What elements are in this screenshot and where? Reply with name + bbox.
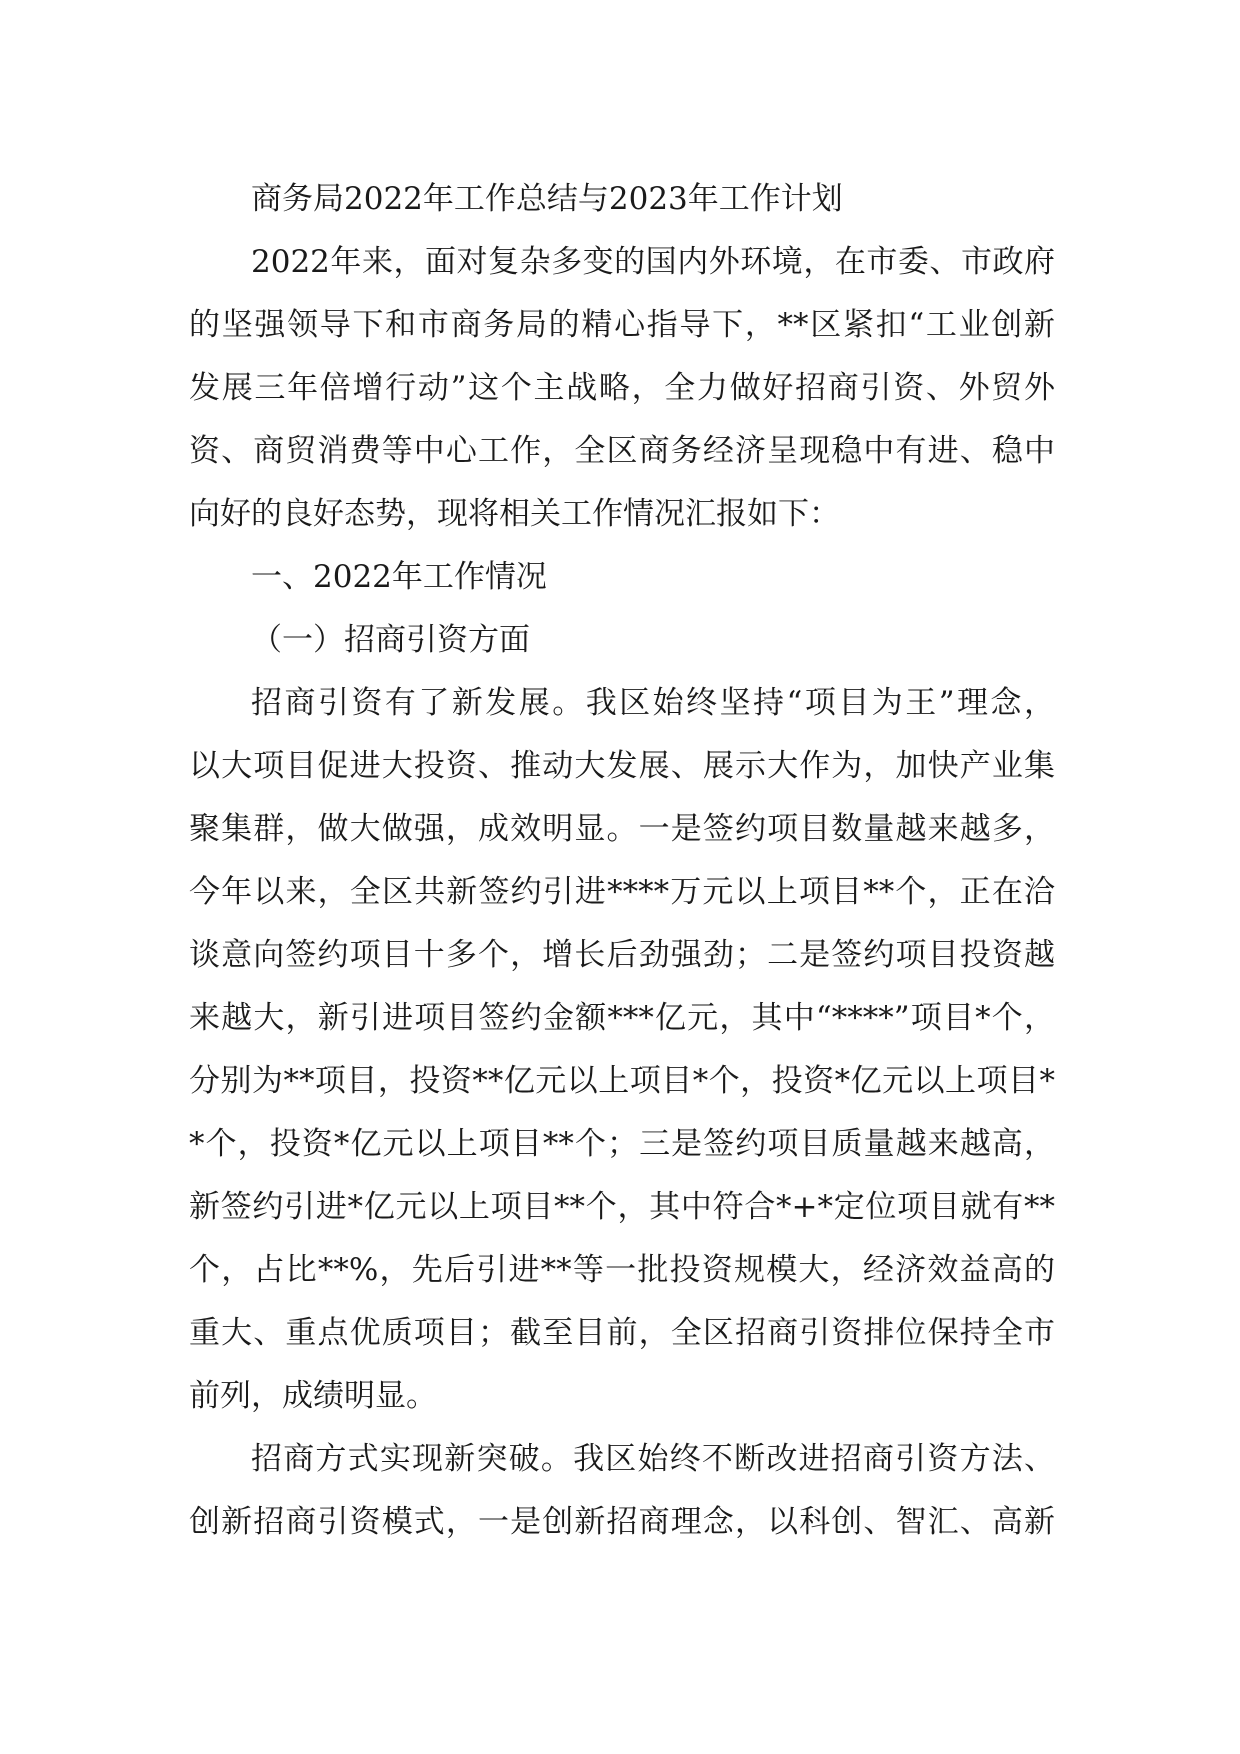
- paragraph-line: 前列，成绩明显。: [189, 1378, 437, 1414]
- paragraph-investment: [189, 672, 1055, 1428]
- document-body: [189, 168, 1055, 1554]
- paragraph-line: 个，占比**%，先后引进**等一批投资规模大，经济效益高的: [189, 1252, 1055, 1288]
- paragraph-line: 的坚强领导下和市商务局的精心指导下，**区紧扣“工业创新: [189, 307, 1055, 343]
- paragraph-line: 资、商贸消费等中心工作，全区商务经济呈现稳中有进、稳中: [189, 433, 1055, 469]
- paragraph-line: 向好的良好态势，现将相关工作情况汇报如下：: [189, 496, 840, 532]
- section-heading: 一、2022年工作情况: [251, 559, 547, 595]
- paragraph-line: 创新招商引资模式，一是创新招商理念，以科创、智汇、高新: [189, 1504, 1055, 1540]
- paragraph-intro: [189, 231, 1055, 546]
- subsection-heading: （一）招商引资方面: [251, 622, 530, 658]
- paragraph-line: 来越大，新引进项目签约金额***亿元，其中“****”项目*个，: [189, 1000, 1055, 1036]
- paragraph-line: 招商引资有了新发展。我区始终坚持“项目为王”理念，: [251, 685, 1055, 721]
- paragraph-line: 发展三年倍增行动”这个主战略，全力做好招商引资、外贸外: [189, 370, 1055, 406]
- paragraph-line: 新签约引进*亿元以上项目**个，其中符合*+*定位项目就有**: [189, 1189, 1055, 1225]
- paragraph-line: 2022年来，面对复杂多变的国内外环境，在市委、市政府: [251, 244, 1055, 280]
- paragraph-line: 聚集群，做大做强，成效明显。一是签约项目数量越来越多，: [189, 811, 1055, 847]
- paragraph-line: 招商方式实现新突破。我区始终不断改进招商引资方法、: [251, 1441, 1055, 1477]
- paragraph-methods: [189, 1428, 1055, 1554]
- paragraph-line: *个，投资*亿元以上项目**个；三是签约项目质量越来越高，: [189, 1126, 1055, 1162]
- paragraph-line: 谈意向签约项目十多个，增长后劲强劲；二是签约项目投资越: [189, 937, 1055, 973]
- paragraph-line: 今年以来，全区共新签约引进****万元以上项目**个，正在洽: [189, 874, 1055, 910]
- paragraph-line: 分别为**项目，投资**亿元以上项目*个，投资*亿元以上项目*: [189, 1063, 1055, 1099]
- document-title: 商务局2022年工作总结与2023年工作计划: [251, 181, 843, 217]
- paragraph-line: 以大项目促进大投资、推动大发展、展示大作为，加快产业集: [189, 748, 1055, 784]
- paragraph-line: 重大、重点优质项目；截至目前，全区招商引资排位保持全市: [189, 1315, 1055, 1351]
